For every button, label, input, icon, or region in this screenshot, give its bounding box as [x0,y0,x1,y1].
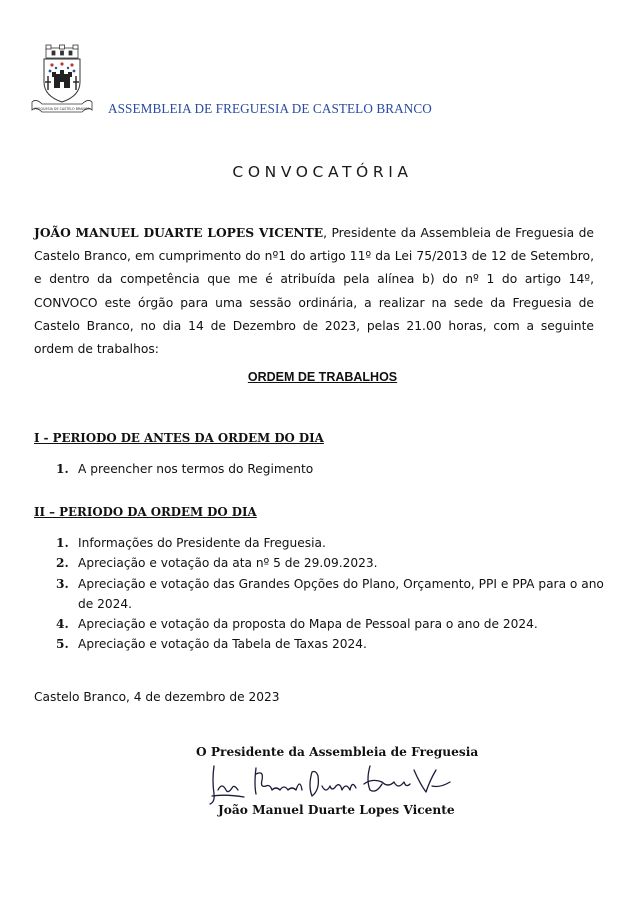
item-text: Apreciação e votação das Grandes Opções do Plano, Orçamento, PPI e PPA para o ano de 2024. [78,576,604,611]
item-number: 5. [56,637,69,652]
item-number: 2. [56,556,69,571]
item-text: Informações do Presidente da Freguesia. [78,536,326,550]
list-item [56,614,606,634]
list-item [56,533,606,553]
section-2-heading: II – PERIODO DA ORDEM DO DIA [34,505,257,519]
list-item [56,634,606,654]
president-name: JOÃO MANUEL DUARTE LOPES VICENTE [34,225,324,240]
list-item [56,574,606,615]
signature-title: O Presidente da Assembleia de Freguesia [196,745,479,759]
section-1-list [56,459,606,479]
agenda-heading: ORDEM DE TRABALHOS [247,370,398,384]
item-text: Apreciação e votação da ata nº 5 de 29.09.2023. [78,556,378,571]
list-item [56,553,606,573]
item-number: 4. [56,617,69,632]
item-text: A preencher nos termos do Regimento [78,462,314,476]
document-title: CONVOCATÓRIA [232,163,413,181]
crest-scroll-text: FREGUESIA DE CASTELO BRANCO [34,106,90,111]
place-and-date: Castelo Branco, 4 de dezembro de 2023 [34,690,280,704]
list-item [56,459,606,479]
organization-name: ASSEMBLEIA DE FREGUESIA DE CASTELO BRANCO [108,101,432,116]
item-number: 1. [56,536,69,550]
item-text: Apreciação e votação da Tabela de Taxas 2024. [78,637,367,652]
section-2-list [56,533,606,655]
intro-text: , Presidente da Assembleia de Freguesia de Castelo Branco, em cumprimento do nº1 do artigo 11º da Lei 75/2013 de 12 de Setembro, e dentro da competência que me é atribuída pela alínea b) do nº 1 do artigo 14º, CONVOCO este órgão para uma sessão ordinária, a realizar na sede da Freguesia de Castelo Branco, no dia 14 de Dezembro de 2023, pelas 21.00 horas, com a seguinte ordem de trabalhos: [34,226,594,357]
intro-paragraph [34,221,594,361]
coat-of-arms-logo [22,44,102,118]
item-number: 3. [56,576,69,591]
item-text: Apreciação e votação da proposta do Mapa de Pessoal para o ano de 2024. [78,617,538,632]
signatory-name: João Manuel Duarte Lopes Vicente [218,803,455,817]
item-number: 1. [56,462,69,476]
section-1-heading: I - PERIODO DE ANTES DA ORDEM DO DIA [34,431,324,445]
